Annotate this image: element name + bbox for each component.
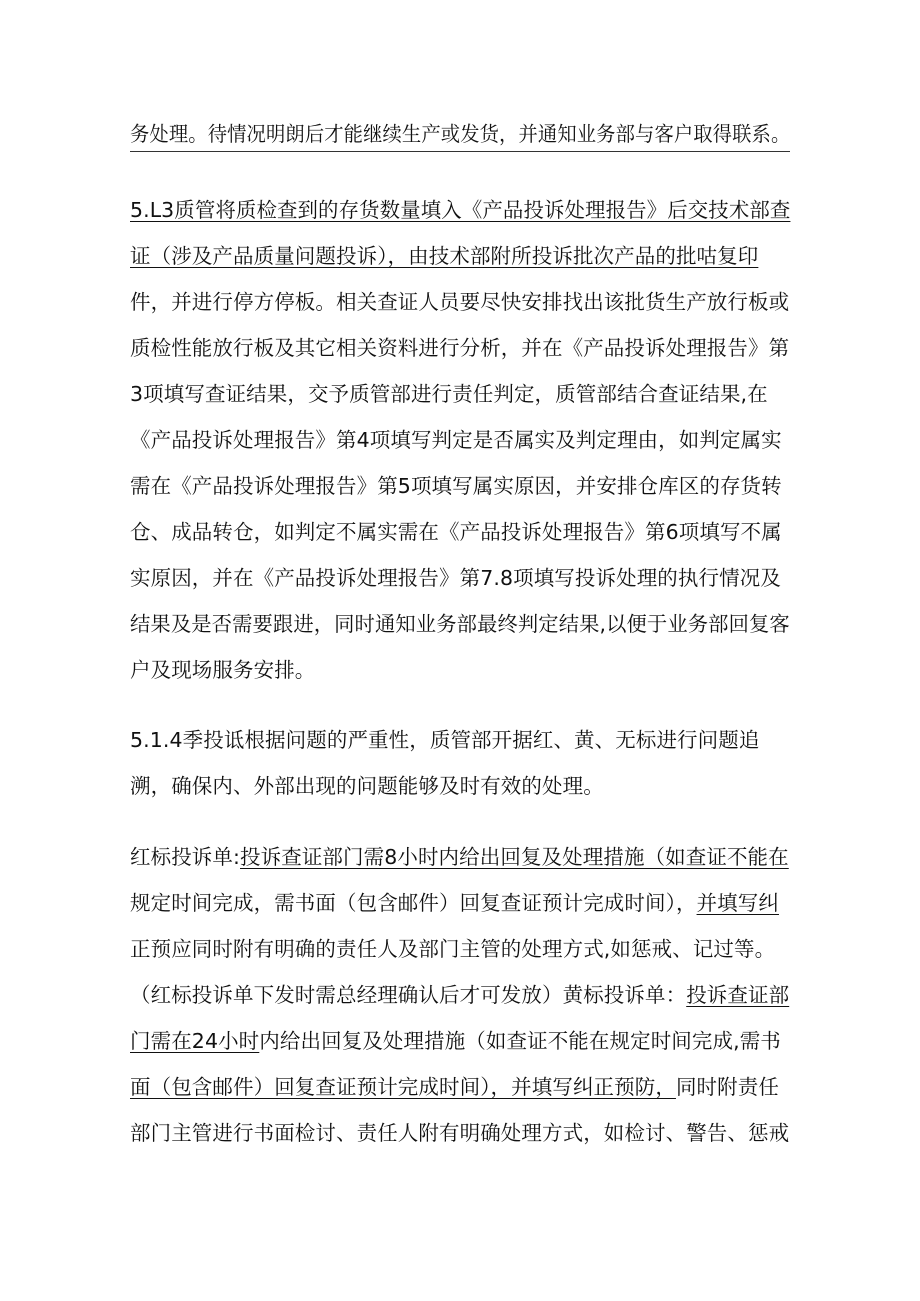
paragraph-line: 实原因，并在《产品投诉处理报告》第7.8项填写投诉处理的执行情况及 (130, 566, 781, 590)
text-run: 红标投诉单: (130, 845, 241, 869)
text-run: 同时附责任 (675, 1075, 779, 1099)
paragraph-line: 户及现场服务安排。 (130, 658, 316, 682)
horizontal-rule (130, 151, 790, 152)
paragraph-line (130, 981, 789, 1009)
paragraph-line: 5.L3质管将质检查到的存货数量填入《产品投诉处理报告》后交技术部查 (130, 198, 791, 222)
paragraph-line: 质检性能放行板及其它相关资料进行分析，并在《产品投诉处理报告》第 (130, 336, 790, 360)
text-run: （红标投诉单下发时需总经理确认后才可发放）黄标投诉单： (130, 983, 687, 1007)
underlined-text: 并填写纠 (696, 891, 779, 915)
underlined-text: 回复及处理措施（如查证不能在 (500, 845, 789, 869)
paragraph-line: 正预应同时附有明确的责任人及部门主管的处理方式,如惩戒、记过等。 (130, 937, 776, 961)
paragraph-line: 结果及是否需要跟进，同时通知业务部最终判定结果,以便于业务部回复客 (130, 612, 790, 636)
paragraph-line: 仓、成品转仓，如判定不属实需在《产品投诉处理报告》第6项填写不属 (130, 520, 782, 544)
paragraph-line: 5.1.4季投诋根据问题的严重性，质管部开据红、黄、无标进行问题追 (130, 728, 760, 752)
paragraph-line (130, 1027, 781, 1055)
underlined-text: 面（包含邮件）回复查证预计完成时间），并填写纠正预防， (130, 1075, 676, 1099)
paragraph-line: 部门主管进行书面检讨、责任人附有明确处理方式，如检讨、警告、惩戒 (130, 1121, 790, 1145)
underlined-text: 门需在24小时 (130, 1029, 260, 1053)
underlined-text: 投诉查证部 (686, 983, 790, 1007)
paragraph-line: 需在《产品投诉处理报告》第5项填写属实原因，并安排仓库区的存货转 (130, 474, 782, 498)
underlined-text: 投诉查证部门需8小时内给出 (240, 845, 501, 869)
paragraph-line: 溯，确保内、外部出现的问题能够及时有效的处理。 (130, 774, 604, 798)
paragraph-line: 证（涉及产品质量问题投诉），由技术部附所投诉批次产品的批咕复印 (130, 244, 759, 268)
paragraph-line: 《产品投诉处理报告》第4项填写判定是否属实及判定理由，如判定属实 (130, 428, 782, 452)
text-run: 内给出回复及处理措施（如查证不能在规定时间完成,需书 (259, 1029, 781, 1053)
text-run: 规定时间完成，需书面（包含邮件）回复查证预计完成时间）， (130, 891, 697, 915)
paragraph-line: 务处理。待情况明朗后才能继续生产或发货，并通知业务部与客户取得联系。 (130, 122, 791, 146)
paragraph-line: 件，并进行停方停板。相关查证人员要尽快安排找出该批货生产放行板或 (130, 290, 790, 314)
paragraph-line: 3项填写查证结果，交予质管部进行责任判定，质管部结合查证结果,在 (130, 382, 768, 406)
paragraph-line (130, 843, 789, 871)
paragraph-line (130, 1073, 779, 1101)
paragraph-line (130, 889, 779, 917)
